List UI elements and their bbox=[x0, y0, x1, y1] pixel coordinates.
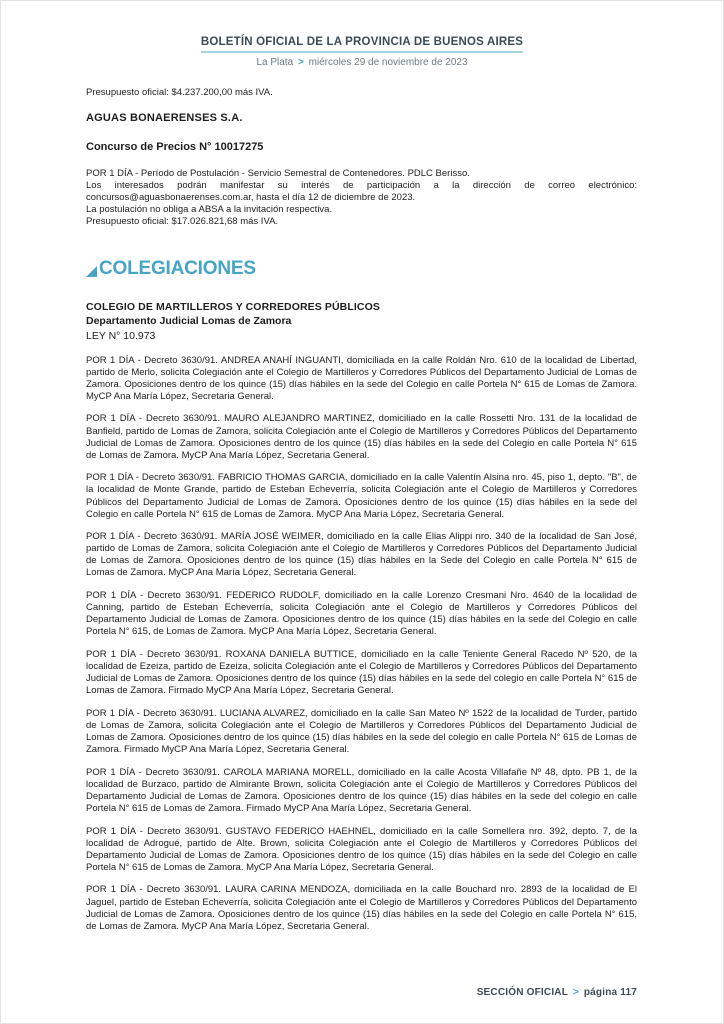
bulletin-place: La Plata bbox=[256, 57, 294, 68]
tender-notice-line: La postulación no obliga a ABSA a la invitación respectiva. bbox=[86, 204, 333, 216]
bulletin-title: BOLETÍN OFICIAL DE LA PROVINCIA DE BUENOS AIRES bbox=[201, 36, 523, 53]
collegiation-notice-paragraph: POR 1 DÍA - Decreto 3630/91. MARÍA JOSÉ WEIMER, domiciliado en la calle Elias Alippi nro. 340 de la localidad de San José, partido de Lomas de Zamora, solicita Colegiación ante el Colegio de Martilleros y Corredores Públicos del Departamento Judicial de Lomas de Zamora. Oposiciones dentro de los quince (15) días hábiles en la Sede del Colegio en calle Portela N° 615 de Lomas de Zamora. MyCP Ana María López, Secretaria General. bbox=[86, 531, 637, 579]
budget-continuation-line: Presupuesto oficial: $4.237.200,00 más IVA. bbox=[86, 87, 273, 98]
collegiation-notice-paragraph: POR 1 DÍA - Decreto 3630/91. LAURA CARINA MENDOZA, domiciliada en la calle Bouchard nro. 2893 de la localidad de El Jaguel, partido de Esteban Echeverría, solicita Colegiación ante el Colegio de Martilleros y Corredores Públicos del Departamento Judicial de Lomas de Zamora. Oposiciones dentro de los quince (15) días hábiles en la sede del Colegio en calle Portela N° 615, de Lomas de Zamora. MyCP Ana María López, Secretaria General. bbox=[86, 884, 637, 932]
tender-notice bbox=[86, 168, 637, 228]
chevron-separator-icon: > bbox=[572, 987, 579, 998]
chevron-separator-icon: > bbox=[297, 57, 304, 68]
section-triangle-icon bbox=[86, 266, 97, 277]
footer-section-label: SECCIÓN OFICIAL bbox=[476, 987, 568, 998]
collegiation-notice-paragraph: POR 1 DÍA - Decreto 3630/91. ANDREA ANAHÍ INGUANTI, domiciliada en la calle Roldán Nro. 610 de la localidad de Libertad, partido de Merlo, solicita Colegiación ante el Colegio de Martilleros y Corredores Públicos del Departamento Judicial de Lomas de Zamora. Oposiciones dentro de los quince (15) días hábiles en la sede del Colegio en calle Portela N° 615 de Lomas de Zamora. MyCP Ana María López, Secretaria General. bbox=[86, 354, 637, 402]
tender-heading: Concurso de Precios N° 10017275 bbox=[86, 141, 264, 154]
section-title-label: COLEGIACIONES bbox=[99, 257, 256, 279]
footer-page-number: página 117 bbox=[583, 987, 637, 998]
collegiation-notice-paragraph: POR 1 DÍA - Decreto 3630/91. FEDERICO RUDOLF, domiciliado en la calle Lorenzo Cresmani Nro. 4640 de la localidad de Canning, partido de Esteban Echeverría, solicita Colegiación ante el Colegio de Martilleros y Corredores Públicos del Departamento Judicial de Lomas de Zamora. Oposiciones dentro de los quince (15) días hábiles en la sede del Colegio en calle Portela N° 615, de Lomas de Zamora. MyCP Ana María López, Secretaria General. bbox=[86, 590, 637, 638]
section-title-colegiaciones bbox=[86, 258, 637, 280]
bulletin-dateline bbox=[1, 57, 723, 68]
collegiation-notices bbox=[86, 355, 637, 933]
judicial-department-subheading: Departamento Judicial Lomas de Zamora bbox=[86, 314, 292, 327]
collegiation-notice-paragraph: POR 1 DÍA - Decreto 3630/91. MAURO ALEJANDRO MARTINEZ, domiciliado en la calle Rossetti Nro. 131 de la localidad de Banfield, partido de Lomas de Zamora, solicita Colegiación ante el Colegio de Martilleros y Corredores Públicos del Departamento Judicial de Lomas de Zamora. Oposiciones dentro de los quince (15) días hábiles en la sede del Colegio en calle Portela N° 615 de Lomas de Zamora. MyCP Ana María López, Secretaria General. bbox=[86, 413, 637, 461]
collegiation-notice-paragraph: POR 1 DÍA - Decreto 3630/91. ROXANA DANIELA BUTTICE, domiciliado en la calle Teniente General Racedo Nº 520, de la localidad de Ezeiza, partido de Ezeiza, solicita Colegiación ante el Colegio de Martilleros y Corredores Públicos del Departamento Judicial de Lomas de Zamora. Oposiciones dentro de los quince (15) días hábiles en la sede del colegio en calle Portela N° 615 de Lomas de Zamora. Firmado MyCP Ana María López, Secretaria General. bbox=[86, 648, 637, 697]
page-header bbox=[1, 1, 723, 68]
collegiation-notice-paragraph: POR 1 DÍA - Decreto 3630/91. CAROLA MARIANA MORELL, domiciliado en la calle Acosta Villafañe Nº 48, dpto. PB 1, de la localidad de Burzaco, partido de Almirante Brown, solicita Colegiación ante el Colegio de Martilleros y Corredores Públicos del Departamento Judicial de Lomas de Zamora. Oposiciones dentro de los quince (15) días hábiles en la sede del colegio en calle Portela N° 615 de Lomas de Zamora. Firmado MyCP Ana María López, Secretaria General. bbox=[86, 766, 637, 814]
bulletin-date: miércoles 29 de noviembre de 2023 bbox=[308, 57, 468, 68]
collegiation-notice-paragraph: POR 1 DÍA - Decreto 3630/91. LUCIANA ALVAREZ, domiciliado en la calle San Mateo Nº 1522 de la localidad de Turder, partido de Lomas de Zamora, solicita Colegiación ante el Colegio de Martilleros y Corredores Públicos del Departamento Judicial de Lomas de Zamora. Oposiciones dentro de los quince (15) días hábiles en la sede del colegio en calle Portela N° 615 de Lomas de Zamora. Firmado MyCP Ana María López, Secretaria General. bbox=[86, 707, 637, 756]
page-footer bbox=[477, 987, 637, 998]
company-heading: AGUAS BONAERENSES S.A. bbox=[86, 112, 243, 125]
tender-notice-line: POR 1 DÍA - Período de Postulación - Servicio Semestral de Contenedores. PDLC Berisso. bbox=[86, 168, 470, 180]
law-reference: LEY N° 10.973 bbox=[86, 329, 156, 342]
college-heading: COLEGIO DE MARTILLEROS Y CORREDORES PÚBLICOS bbox=[86, 300, 380, 313]
tender-notice-line: Presupuesto oficial: $17.026.821,68 más IVA. bbox=[86, 216, 279, 228]
page-content bbox=[86, 87, 637, 943]
collegiation-notice-paragraph: POR 1 DÍA - Decreto 3630/91. GUSTAVO FEDERICO HAEHNEL, domiciliado en la calle Somellera nro. 392, depto. 7, de la localidad de Adrogué, partido de Alte. Brown, solicita Colegiación ante el Colegio de Martilleros y Corredores Públicos del Departamento Judicial de Lomas de Zamora. Oposiciones dentro de los quince (15) días hábiles en la sede del Colegio en calle Portela N° 615 de Lomas de Zamora. MyCP Ana María López, Secretaria General. bbox=[86, 825, 637, 873]
collegiation-notice-paragraph: POR 1 DÍA - Decreto 3630/91. FABRICIO THOMAS GARCIA, domiciliado en la calle Valentín Alsina nro. 45, piso 1, depto. "B", de la localidad de Monte Grande, partido de Esteban Echeverría, solicita Colegiación ante el Colegio de Martilleros y Corredores Públicos del Departamento Judicial de Lomas de Zamora. Oposiciones dentro de los quince (15) días hábiles en la sede del Colegio en calle Portela N° 615 de Lomas de Zamora. MyCP Ana María López, Secretaria General. bbox=[86, 472, 637, 520]
tender-notice-line: Los interesados podrán manifestar su interés de participación a la dirección de correo electrónico: concursos@aguasbonaerenses.com.ar, hasta el día 12 de diciembre de 2023. bbox=[86, 180, 637, 204]
